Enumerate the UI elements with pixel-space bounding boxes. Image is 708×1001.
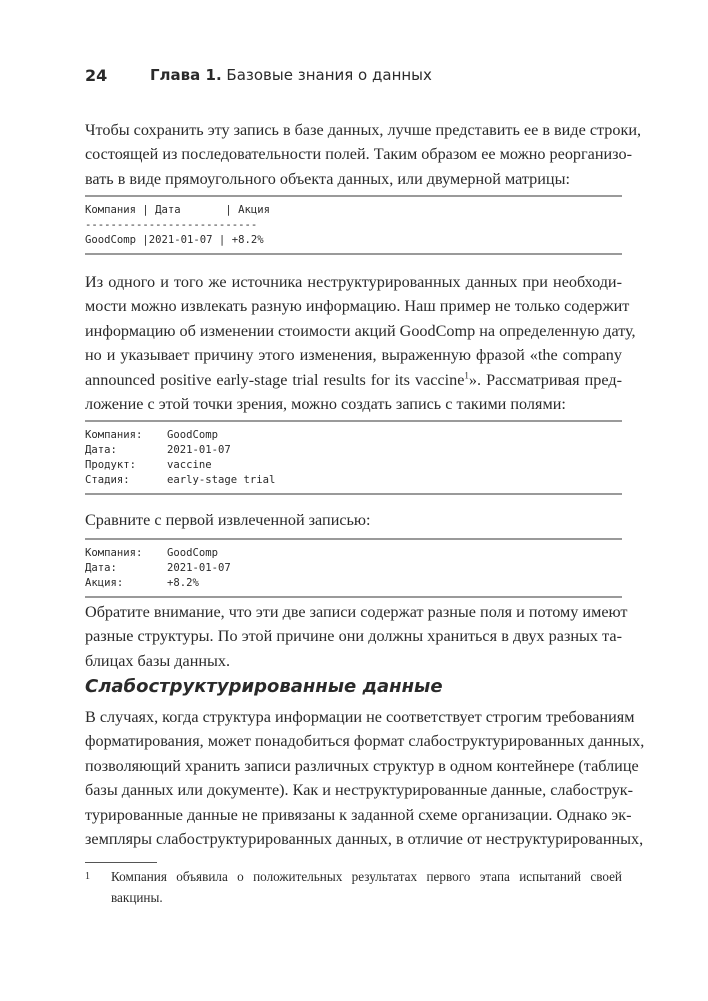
text-line: информацию об изменении стоимости акций GoodComp на определенную дату, (85, 321, 636, 340)
code-line: Компания: GoodComp (85, 429, 219, 441)
text-line: Из одного и того же источника неструктурированных данных при необходи- (85, 273, 622, 291)
chapter-label: Глава 1. (150, 66, 222, 84)
text-line: Компания объявила о положительных результатах первого этапа испытаний своей (111, 869, 622, 884)
text-line: состоящей из последовательности полей. Таким образом ее можно реорганизо- (85, 145, 632, 164)
text-line: турированные данные не привязаны к заданной схеме организации. Однако эк- (85, 805, 632, 824)
text-line: ложение с этой точки зрения, можно создать запись с такими полями: (85, 395, 566, 414)
text-line: В случаях, когда структура информации не соответствует строгим требованиям (85, 708, 635, 726)
chapter-title: Базовые знания о данных (226, 66, 432, 84)
section-heading: Слабоструктурированные данные (85, 676, 443, 697)
code-line: Акция: +8.2% (85, 577, 199, 589)
code-block-record-2 (85, 538, 622, 598)
paragraph-4 (85, 600, 628, 673)
code-block-table (85, 195, 622, 255)
code-line: GoodComp |2021-01-07 | +8.2% (85, 234, 264, 246)
text-line: блицах базы данных. (85, 651, 231, 670)
paragraph-3 (85, 508, 622, 532)
code-line: Продукт: vaccine (85, 459, 212, 471)
text-line: базы данных или документе). Как и неструктурированные данные, слабострук- (85, 781, 634, 800)
code-line: Стадия: early-stage trial (85, 474, 276, 486)
text-line: но и указывает причину этого изменения, выраженную фразой «the company (85, 346, 622, 365)
footnote-ref[interactable]: 1 (464, 370, 469, 381)
text-line: announced positive early-stage trial results for its vaccine$^1$». Рассматривая пред- (85, 370, 622, 389)
code-line: --------------------------- (85, 219, 258, 231)
text-line: позволяющий хранить записи различных структур в одном контейнере (таблице (85, 756, 639, 775)
page-number: 24 (85, 66, 108, 85)
text-line: вакцины. (111, 890, 163, 905)
text-line: Обратите внимание, что эти две записи содержат разные поля и потому имеют (85, 603, 628, 621)
paragraph-1 (85, 118, 642, 191)
text-line: Чтобы сохранить эту запись в базе данных, лучше представить ее в виде строки, (85, 121, 642, 139)
code-line: Дата: 2021-01-07 (85, 444, 231, 456)
text-line: земпляры слабоструктурированных данных, в отличие от неструктурированных, (85, 830, 644, 849)
footnote-number: 1 (85, 871, 90, 882)
footnote-divider (85, 862, 157, 863)
footnote (85, 866, 622, 908)
text-line: форматирования, может понадобиться формат слабоструктурированных данных, (85, 732, 645, 751)
text-line: вать в виде прямоугольного объекта данных, или двумерной матрицы: (85, 169, 570, 188)
code-line: Компания: GoodComp (85, 547, 219, 559)
code-line: Компания | Дата | Акция (85, 204, 270, 216)
paragraph-5 (85, 705, 645, 851)
code-block-record-1 (85, 420, 622, 495)
code-line: Дата: 2021-01-07 (85, 562, 231, 574)
text-line: разные структуры. По этой причине они должны храниться в двух разных та- (85, 627, 622, 646)
text-line: мости можно извлекать разную информацию. Наш пример не только содержит (85, 297, 630, 316)
paragraph-2 (85, 270, 636, 416)
text-line: Сравните с первой извлеченной записью: (85, 511, 371, 529)
